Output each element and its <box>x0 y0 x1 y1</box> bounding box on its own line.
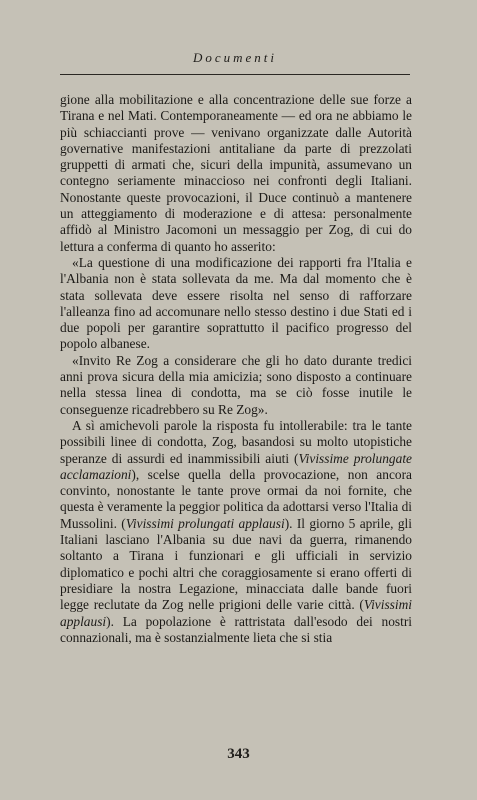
page-number: 343 <box>227 746 250 762</box>
paragraph-4-text-a: A sì amichevoli parole la risposta fu intollerabile: tra le tante possibili linee di condotta, Zog, basandosi su molto utopistiche speranze di assurdi ed inammissibili aiuti ( <box>60 417 412 466</box>
paragraph-4-text-d: ). La popolazione è rattristata dall'esodo dei nostri connazionali, ma è sostanzialmente lieta che si stia <box>60 613 412 645</box>
paragraph-4-italic-c: Vivissimi applausi <box>60 597 412 629</box>
paragraph-4 <box>60 418 412 646</box>
header-rule <box>60 74 410 75</box>
paragraph-2-quote: «La questione di una modificazione dei rapporti fra l'Italia e l'Albania non è stata sollevata da me. Ma dal momento che è stata sollevata deve essere risolta nel senso di rafforzare l'alleanza fino ad accomunare nello stesso destino i due Stati ed i due popoli per garantire soprattutto il pacifico progresso del popolo albanese. <box>60 254 412 352</box>
paragraph-4-text-b: ), scelse quella della provocazione, non ancora convinto, nonostante le tante prove ormai da noi fornite, che questa è veramente la peggior politica da adottarsi verso l'Italia di Mussolini. ( <box>60 466 412 531</box>
paragraph-4-italic-b: Vivissimi prolungati applausi <box>125 515 285 531</box>
running-header: Documenti <box>192 50 278 65</box>
paragraph-4-text-c: ). Il giorno 5 aprile, gli Italiani lasciano l'Albania su due navi da guerra, rimanendo soltanto a Tirana i funzionari e gli ufficiali in servizio diplomatico e pochi altri che coraggiosamente si erano offerti di presidiare la nostra Legazione, minacciata dalle bande fuori legge reclutate da Zog nelle prigioni delle varie città. ( <box>60 515 413 613</box>
paragraph-3-quote: «Invito Re Zog a considerare che gli ho dato durante tredici anni prova sicura della mia amicizia; sono disposto a continuare nella stessa linea di condotta, ma se ciò fosse inutile le conseguenze ricadrebbero su Re Zog». <box>60 352 412 417</box>
paragraph-1: gione alla mobilitazione e alla concentrazione delle sue forze a Tirana e nel Mati. Contemporaneamente — ed ora ne abbiamo le più schiaccianti prove — venivano organizzate dalle Autorità governative manifestazioni antitaliane da parte di prezzolati gruppetti di armati che, sicuri della impunità, assumevano un contegno seriamente minaccioso nei confronti degli Italiani. Nonostante queste provocazioni, il Duce continuò a mantenere un atteggiamento di moderazione e di attesa: personalmente affidò al Ministro Jacomoni un messaggio per Zog, di cui do lettura a conferma di quanto ho asserito: <box>60 92 412 254</box>
paragraph-4-italic-a: Vivissime prolungate acclamazioni <box>60 450 412 482</box>
text-body <box>60 92 412 646</box>
